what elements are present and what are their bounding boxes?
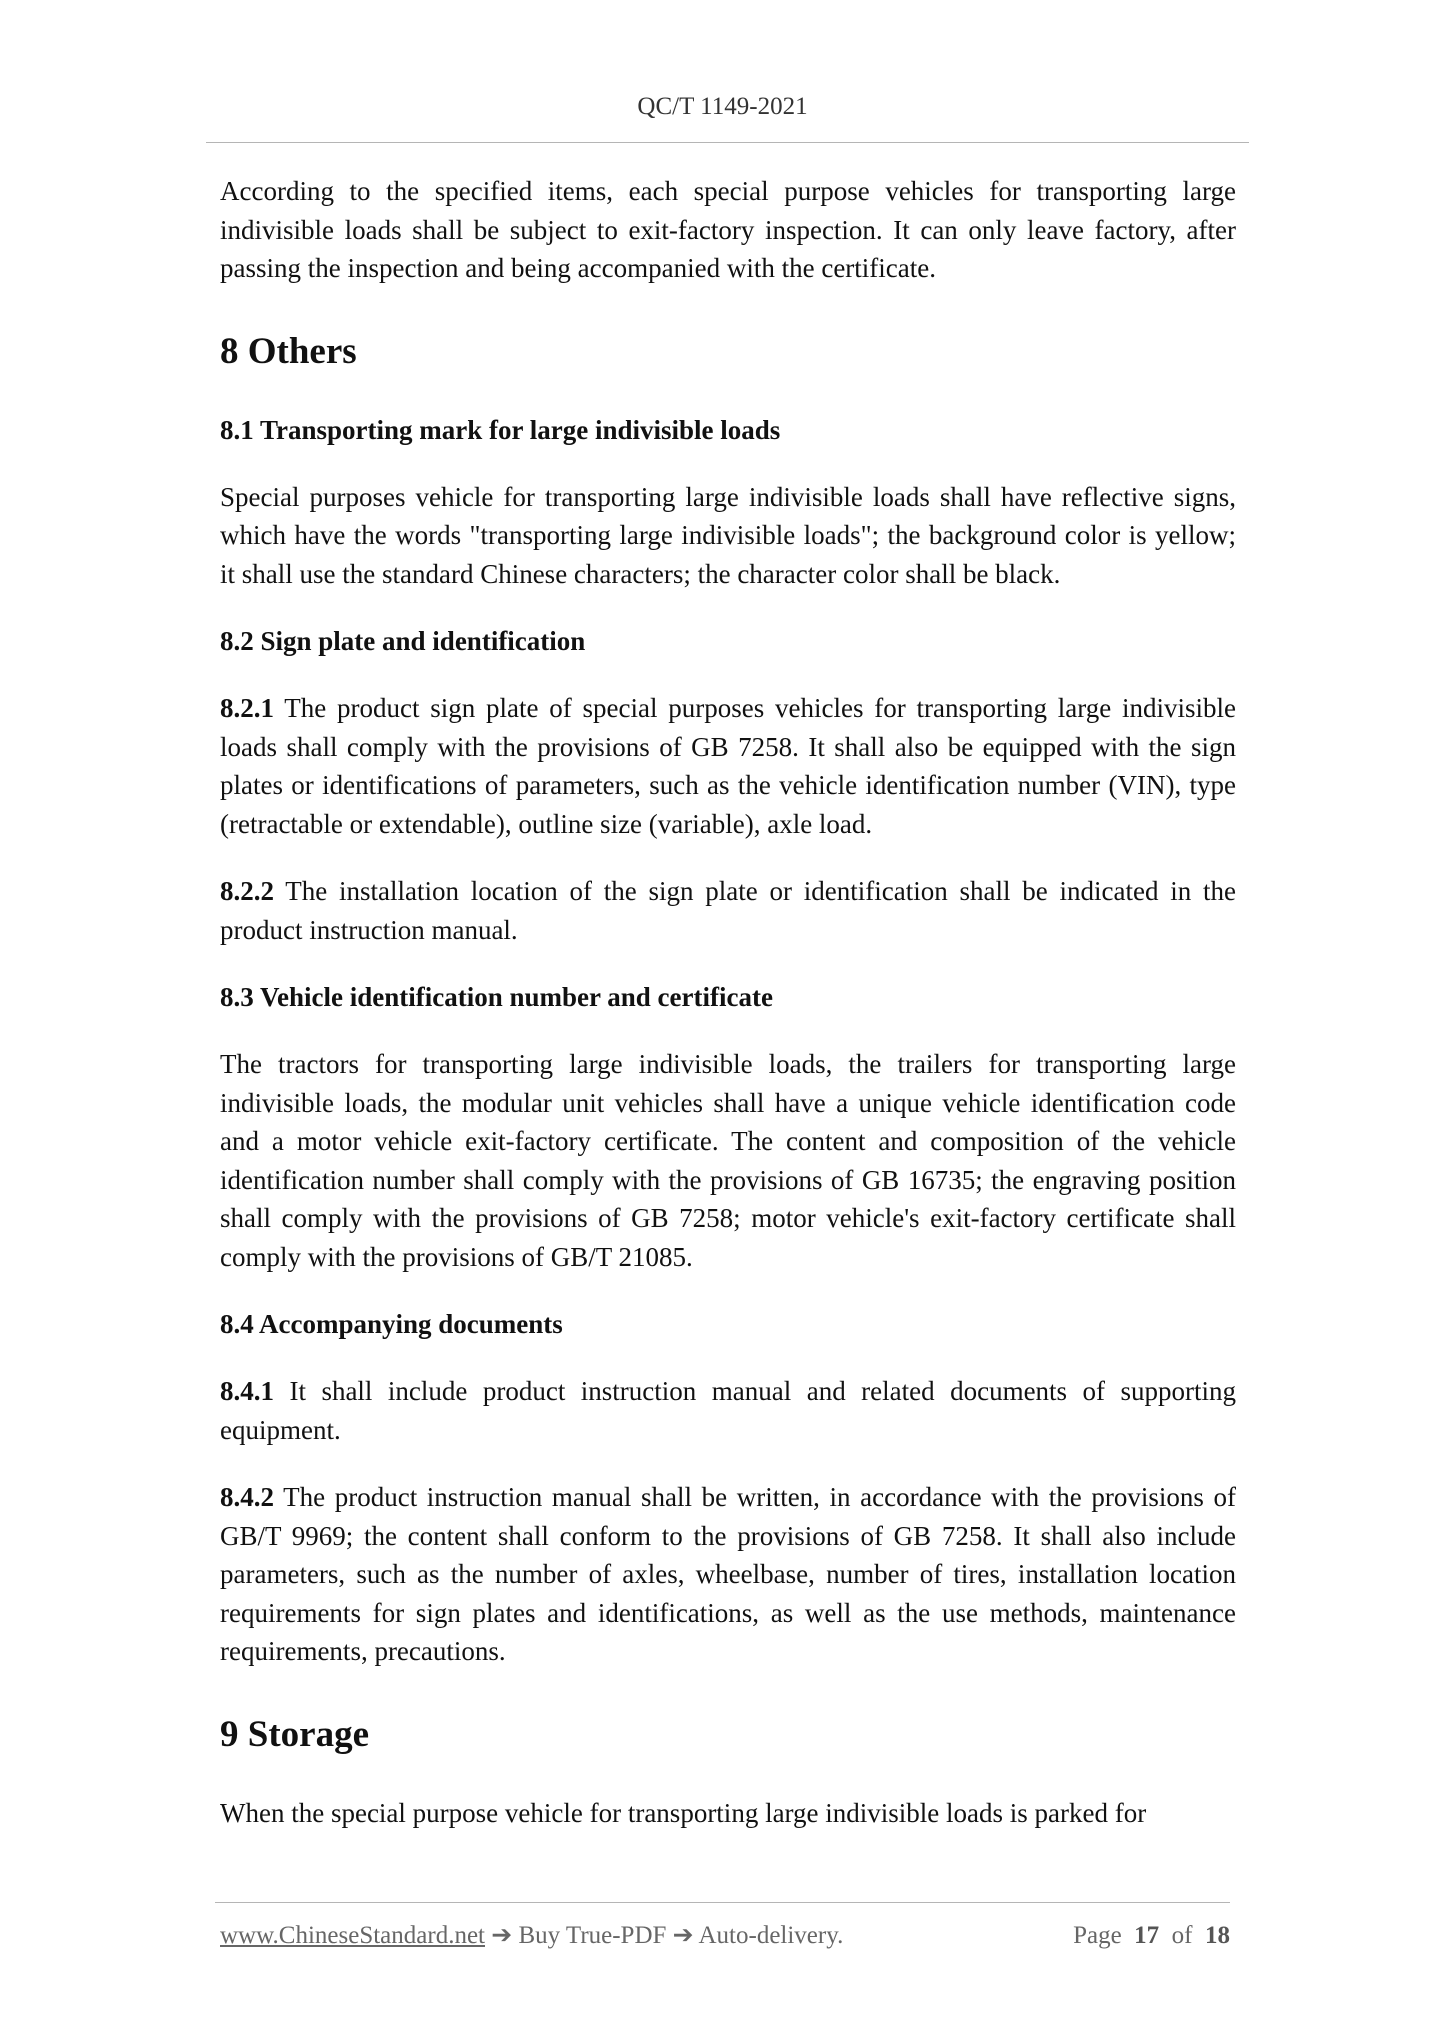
clause-8-2-1-number: 8.2.1 bbox=[220, 693, 274, 723]
section-8-1-heading: 8.1 Transporting mark for large indivisible loads bbox=[220, 414, 781, 445]
page-current-number: 17 bbox=[1134, 1922, 1160, 1949]
clause-8-2-2-paragraph bbox=[220, 872, 1236, 949]
chinesestandard-link[interactable]: www.ChineseStandard.net bbox=[220, 1922, 485, 1949]
clause-8-4-2-paragraph bbox=[220, 1478, 1236, 1671]
section-8-3-heading: 8.3 Vehicle identification number and certificate bbox=[220, 982, 773, 1012]
section-8-1-paragraph: Special purposes vehicle for transporting large indivisible loads shall have reflective signs, which have the words "transporting large indivisible loads"; the background color is yellow; it shall use the standard Chinese characters; the character color shall be black. bbox=[220, 481, 1236, 589]
intro-paragraph: According to the specified items, each special purpose vehicles for transporting large indivisible loads shall be subject to exit-factory inspection. It can only leave factory, after passing the inspection and being accompanied with the certificate. bbox=[220, 176, 1236, 283]
clause-8-4-1-number: 8.4.1 bbox=[220, 1376, 274, 1406]
section-8-3-paragraph: The tractors for transporting large indivisible loads, the trailers for transporting large indivisible loads, the modular unit vehicles shall have a unique vehicle identification code and a motor vehicle exit-factory certificate. The content and composition of the vehicle identification number shall comply with the provisions of GB 16735; the engraving position shall comply with the provisions of GB 7258; motor vehicle's exit-factory certificate shall comply with the provisions of GB/T 21085. bbox=[220, 1049, 1236, 1272]
section-8-heading: 8 Others bbox=[220, 330, 357, 372]
section-9-paragraph: When the special purpose vehicle for transporting large indivisible loads is parked for bbox=[220, 1797, 1147, 1828]
clause-8-2-1-paragraph bbox=[220, 689, 1236, 843]
page-indicator bbox=[1073, 1920, 1230, 1952]
footer-divider bbox=[215, 1902, 1230, 1903]
clause-8-2-2-number: 8.2.2 bbox=[220, 876, 274, 906]
section-8-4-heading: 8.4 Accompanying documents bbox=[220, 1309, 563, 1339]
footer-promo bbox=[220, 1920, 843, 1952]
clause-8-2-2-text: The installation location of the sign plate or identification shall be indicated in the product instruction manual. bbox=[220, 876, 1236, 945]
page-of-label: of bbox=[1171, 1922, 1193, 1949]
clause-8-4-2-number: 8.4.2 bbox=[220, 1482, 274, 1512]
page-label: Page bbox=[1073, 1922, 1122, 1949]
section-8-2-heading: 8.2 Sign plate and identification bbox=[220, 626, 586, 656]
header-divider bbox=[206, 142, 1249, 143]
clause-8-4-1-paragraph bbox=[220, 1372, 1236, 1449]
clause-8-4-1-text: It shall include product instruction manual and related documents of supporting equipment. bbox=[220, 1376, 1236, 1445]
page-total-number: 18 bbox=[1205, 1922, 1230, 1949]
clause-8-4-2-text: The product instruction manual shall be written, in accordance with the provisions of GB/T 9969; the content shall conform to the provisions of GB 7258. It shall also include parameters, such as the number of axles, wheelbase, number of tires, installation location requirements for sign plates and identifications, as well as the use methods, maintenance requirements, precautions. bbox=[220, 1482, 1236, 1666]
section-9-heading: 9 Storage bbox=[220, 1713, 369, 1755]
document-number-header: QC/T 1149-2021 bbox=[637, 93, 808, 120]
clause-8-2-1-text: The product sign plate of special purposes vehicles for transporting large indivisible loads shall comply with the provisions of GB 7258. It shall also be equipped with the sign plates or identifications of parameters, such as the vehicle identification number (VIN), type (retractable or extendable), outline size (variable), axle load. bbox=[220, 693, 1236, 839]
footer-promo-text: ➔ Buy True-PDF ➔ Auto-delivery. bbox=[485, 1922, 844, 1949]
page-content bbox=[220, 172, 1236, 1861]
